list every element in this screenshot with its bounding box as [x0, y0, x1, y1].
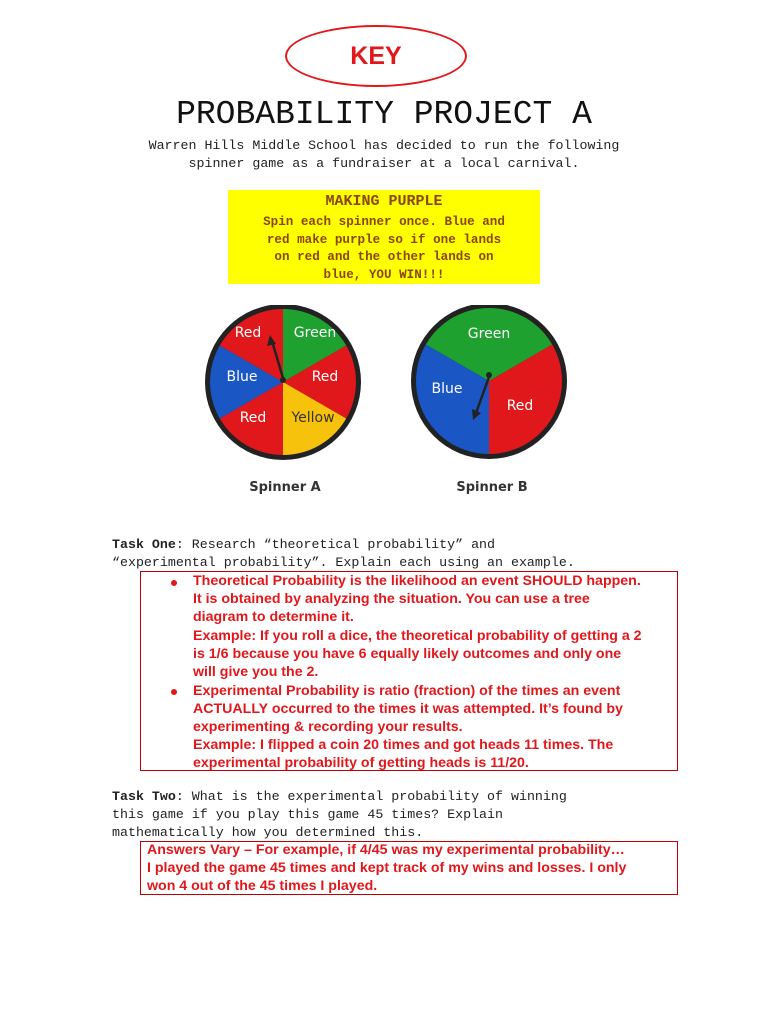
answer-line: diagram to determine it. — [193, 609, 354, 625]
intro-text — [100, 137, 668, 173]
intro-line: spinner game as a fundraiser at a local carnival. — [188, 156, 580, 171]
answer-line: experimenting & recording your results. — [193, 719, 463, 735]
spinner-a-label: Blue — [226, 369, 258, 385]
game-rule-line: blue, YOU WIN!!! — [323, 267, 445, 282]
task-one-answer-box — [140, 571, 678, 771]
game-rule-line: on red and the other lands on — [274, 250, 494, 264]
spinner-b-label: Green — [467, 326, 511, 342]
answer-line: is 1/6 because you have 6 equally likely outcomes and only one — [193, 646, 622, 662]
answer-line: Example: I flipped a coin 20 times and got heads 11 times. The — [193, 737, 614, 753]
spinner-b — [405, 305, 573, 465]
task-two-label: Task Two — [112, 789, 176, 804]
answer-line: It is obtained by analyzing the situation. You can use a tree — [193, 591, 590, 607]
bullet-icon — [171, 689, 177, 695]
spinner-b-hub — [486, 372, 492, 378]
spinner-a-hub — [280, 377, 286, 383]
answer-line: won 4 out of the 45 times I played. — [147, 878, 378, 894]
task-two-answer — [147, 841, 626, 895]
game-rule-line: red make purple so if one lands — [266, 232, 502, 247]
spinner-a-caption: Spinner A — [249, 480, 321, 495]
answer-line: ACTUALLY occurred to the times it was attempted. It’s found by — [193, 701, 623, 717]
answer-line: experimental probability of getting heads is 11/20. — [193, 755, 529, 771]
spinner-a — [198, 305, 366, 465]
game-rules — [228, 214, 540, 284]
theoretical-example — [193, 627, 642, 681]
key-oval — [285, 25, 467, 87]
answer-line: I played the game 45 times and kept track of my wins and losses. I only — [147, 860, 627, 876]
spinner-a-label: Green — [293, 325, 337, 341]
page-title: PROBABILITY PROJECT A — [176, 96, 592, 133]
spinner-b-label: Red — [506, 398, 534, 414]
spinner-b-caption: Spinner B — [456, 480, 528, 495]
task-two-answer-box — [140, 841, 678, 895]
answer-line: Theoretical Probability is the likelihood an event SHOULD happen. — [193, 573, 641, 589]
task-one-text: “experimental probability”. Explain each using an example. — [112, 555, 575, 570]
spinner-a-label: Red — [234, 325, 262, 341]
experimental-example — [193, 736, 613, 772]
answer-line: Answers Vary – For example, if 4/45 was my experimental probability… — [147, 842, 625, 858]
intro-line: Warren Hills Middle School has decided to run the following — [148, 138, 620, 153]
answer-line: Experimental Probability is ratio (fraction) of the times an event — [193, 683, 621, 699]
game-rule-line: Spin each spinner once. Blue and — [263, 215, 505, 229]
experimental-definition — [193, 682, 623, 736]
task-two-prompt — [112, 788, 672, 842]
answer-line: Example: If you roll a dice, the theoretical probability of getting a 2 — [193, 628, 642, 644]
task-one-label: Task One — [112, 537, 176, 552]
key-label: KEY — [350, 41, 402, 70]
spinner-a-label: Red — [311, 369, 339, 385]
game-rules-box — [228, 190, 540, 284]
theoretical-definition — [193, 572, 641, 626]
task-one-prompt — [112, 536, 672, 572]
spinner-a-label: Red — [239, 410, 267, 426]
spinner-b-label: Blue — [431, 381, 463, 397]
task-two-text: : What is the experimental probability of winning — [175, 789, 567, 804]
answer-line: will give you the 2. — [193, 664, 319, 680]
game-title: MAKING PURPLE — [325, 193, 443, 210]
task-two-text: this game if you play this game 45 times? Explain — [112, 807, 503, 822]
task-one-text: : Research “theoretical probability” and — [175, 537, 496, 552]
bullet-icon — [171, 580, 177, 586]
task-two-text: mathematically how you determined this. — [112, 825, 424, 840]
spinner-a-label: Yellow — [291, 410, 335, 426]
